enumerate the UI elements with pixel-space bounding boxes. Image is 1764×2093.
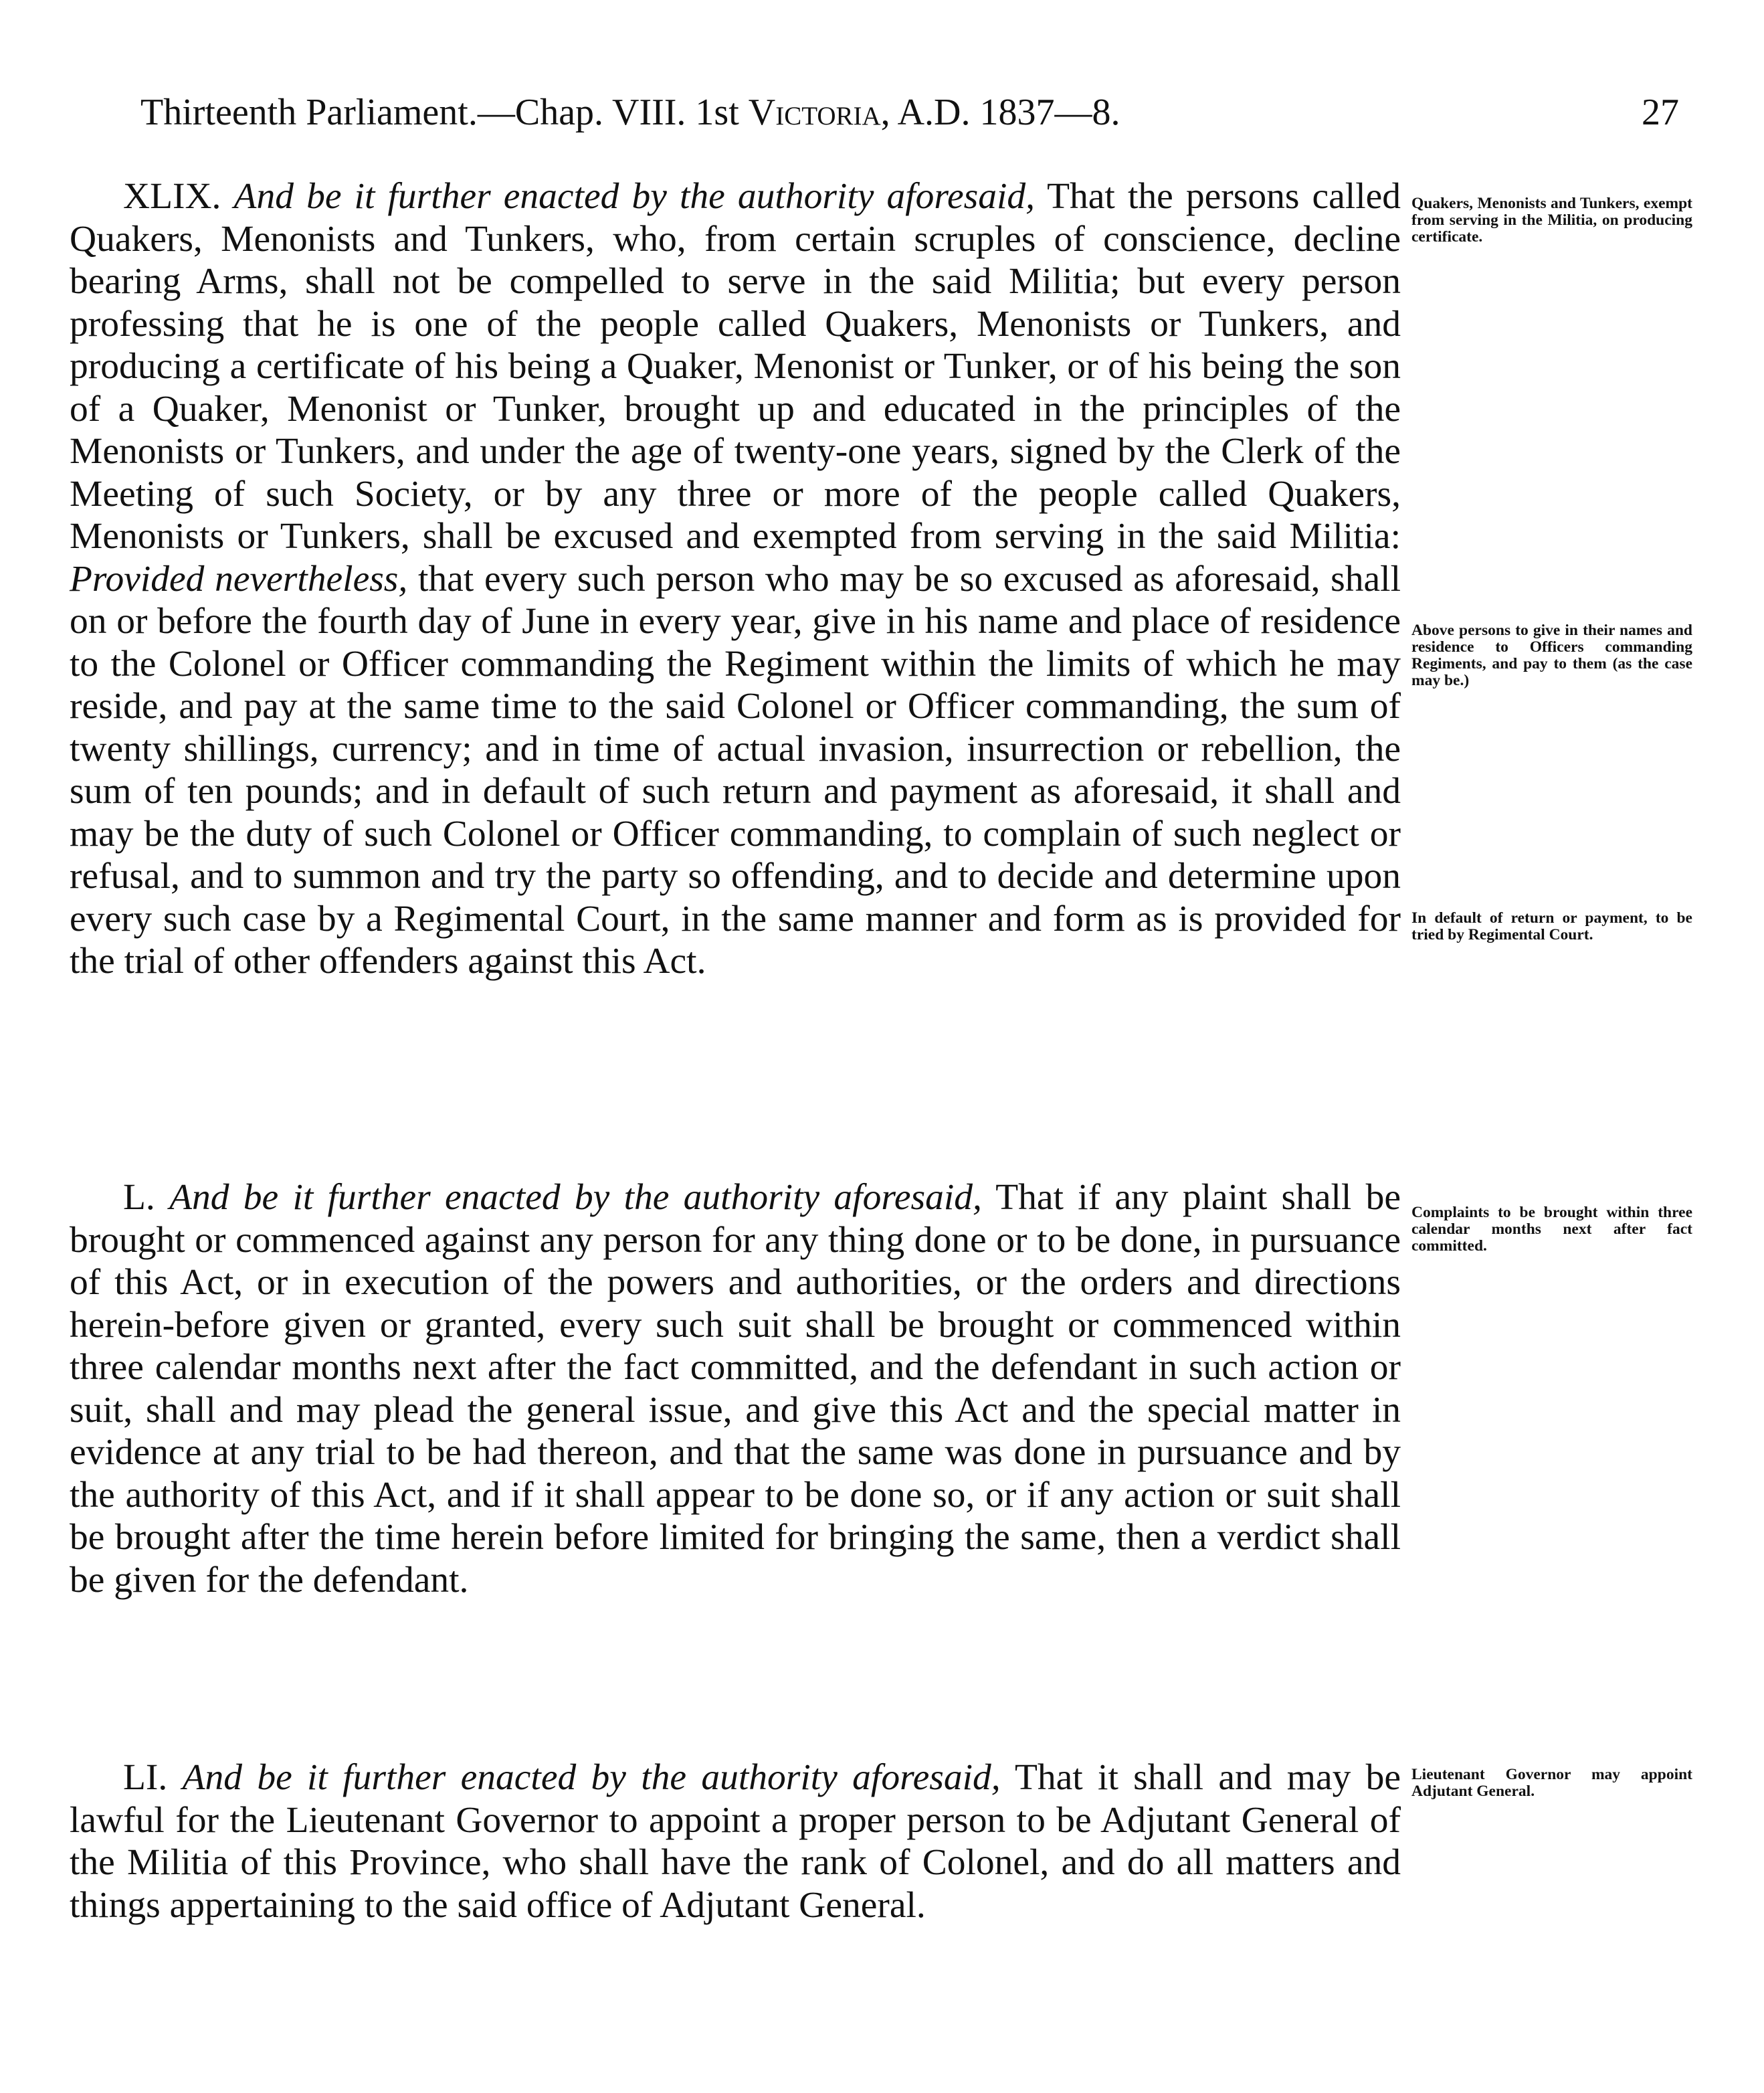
section-text: that every such person who may be so excused as aforesaid, shall on or before the fourth day of June in every year, give in his name and place of residence to the Colonel or Officer commanding the Regiment within the limits of which he may reside, and pay at the same time to the said Colonel or Officer commanding, the sum of twenty shillings, currency; and in time of actual invasion, insurrection or rebellion, the sum of ten pounds; and in default of such return and payment as aforesaid, it shall and may be the duty of such Colonel or Officer commanding, to complain of such neglect or refusal, and to summon and try the party so offending, and to decide and determine upon every such case by a Regimental Court, in the same manner and form as is provided for the trial of other offenders against this Act. (70, 558, 1401, 982)
section-l (70, 1176, 1401, 1601)
margin-note-quakers-exempt: Quakers, Menonists and Tunkers, exempt from serving in the Militia, on producing certificate. (1411, 195, 1692, 246)
proviso: Provided nevertheless, (70, 558, 408, 600)
section-xlix-paragraph (70, 175, 1401, 983)
running-head (140, 86, 1679, 139)
section-li (70, 1756, 1401, 1926)
section-l-paragraph (70, 1176, 1401, 1601)
section-xlix (70, 175, 1401, 983)
section-number: LI. (123, 1757, 168, 1798)
section-text: That it shall and may be lawful for the Lieutenant Governor to appoint a proper person to be Adjutant General of the Militia of this Province, who shall have the rank of Colonel, and do all matters and things appertaining to the said office of Adjutant General. (70, 1757, 1401, 1926)
running-head-title: Thirteenth Parliament.—Chap. VIII. 1st Victoria, A.D. 1837—8. (140, 92, 1120, 133)
enacting-formula: And be it further enacted by the authority aforesaid, (233, 176, 1035, 217)
section-text: That the persons called Quakers, Menonists and Tunkers, who, from certain scruples of conscience, decline bearing Arms, shall not be compelled to serve in the said Militia; but every person professing that he is one of the people called Quakers, Menonists or Tunkers, and producing a certificate of his being a Quaker, Menonist or Tunker, or of his being the son of a Quaker, Menonist or Tunker, brought up and educated in the principles of the Menonists or Tunkers, and under the age of twenty-one years, signed by the Clerk of the Meeting of such Society, or by any three or more of the people called Quakers, Menonists or Tunkers, shall be excused and exempted from serving in the said Militia: (70, 176, 1401, 557)
section-number: XLIX. (123, 176, 221, 217)
margin-note-complaints: Complaints to be brought within three calendar months next after fact committed. (1411, 1204, 1692, 1255)
section-number: L. (123, 1177, 155, 1218)
margin-note-give-names: Above persons to give in their names and residence to Officers commanding Regiments, and pay to them (as the case may be.) (1411, 622, 1692, 689)
section-text: That if any plaint shall be brought or commenced against any person for any thing done or to be done, in pursuance of this Act, or in execution of the powers and authorities, or the orders and directions herein-before given or granted, every such suit shall be brought or commenced within three calendar months next after the fact committed, and the defendant in such action or suit, shall and may plead the general issue, and give this Act and the special matter in evidence at any trial to be had thereon, and that the same was done in pursuance and by the authority of this Act, and if it shall appear to be done so, or if any action or suit shall be brought after the time herein before limited for bringing the same, then a verdict shall be given for the defendant. (70, 1177, 1401, 1601)
margin-note-default-return: In default of return or payment, to be tried by Regimental Court. (1411, 909, 1692, 943)
reign-name: Victoria (748, 92, 881, 133)
enacting-formula: And be it further enacted by the authority aforesaid, (169, 1177, 982, 1218)
enacting-formula: And be it further enacted by the authority aforesaid, (182, 1757, 1001, 1798)
section-li-paragraph (70, 1756, 1401, 1926)
page-number: 27 (1642, 92, 1679, 133)
margin-note-adjutant-general: Lieutenant Governor may appoint Adjutant General. (1411, 1766, 1692, 1800)
